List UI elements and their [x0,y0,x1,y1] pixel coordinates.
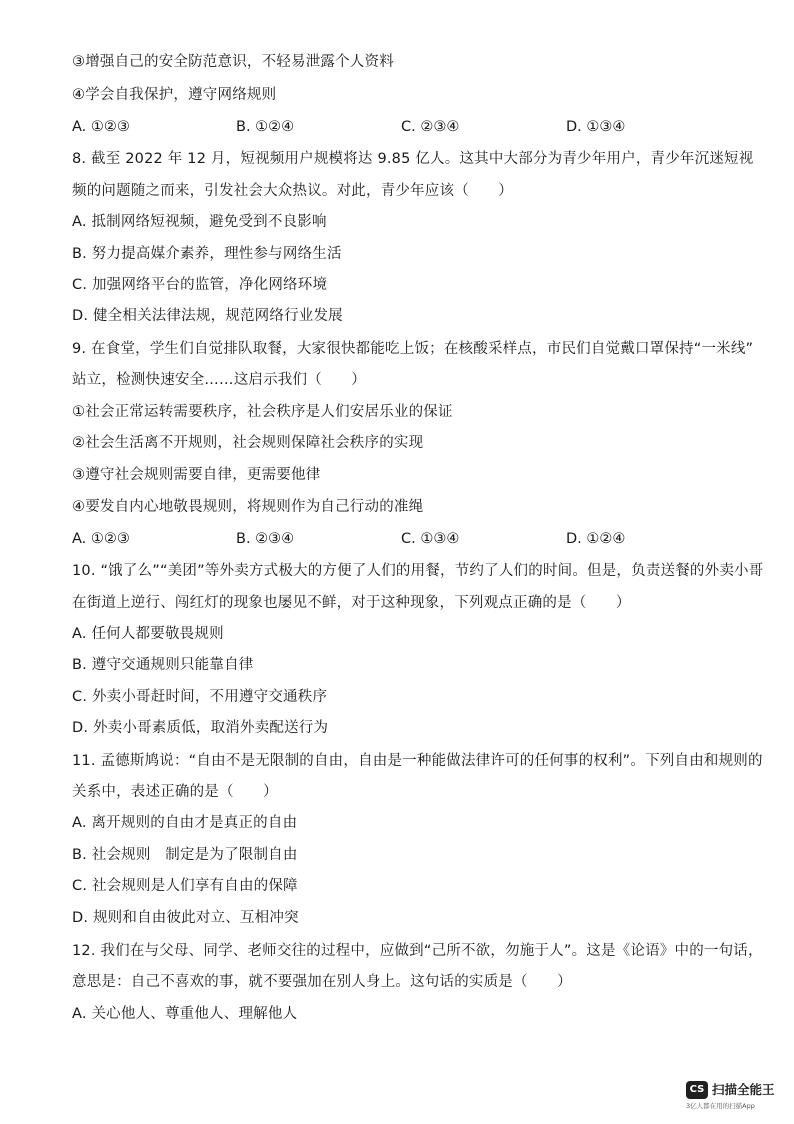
option-c: C. 社会规则是人们享有自由的保障 [72,878,298,894]
option-b: B. ②③④ [236,531,295,547]
text-line: 频的问题随之而来，引发社会大众热议。对此，青少年应该（ ） [72,183,513,199]
option-d: D. 规则和自由彼此对立、互相冲突 [72,910,299,926]
text-line: 关系中，表述正确的是（ ） [72,784,278,800]
option-a: A. ①②③ [72,531,130,547]
option-a: A. 离开规则的自由才是真正的自由 [72,815,298,831]
option-d: D. 外卖小哥素质低，取消外卖配送行为 [72,720,329,736]
option-d: D. ①③④ [566,119,626,135]
text-line: ②社会生活离不开规则，社会规则保障社会秩序的实现 [72,435,424,451]
scanner-watermark [686,1081,786,1117]
question-10: 10. “饿了么”“美团”等外卖方式极大的方便了人们的用餐，节约了人们的时间。但是，负责送餐的外卖小哥 [72,563,764,579]
option-d: D. 健全相关法律法规，规范网络行业发展 [72,308,343,324]
options-q9 [72,529,754,549]
text-line: ④要发自内心地敬畏规则，将规则作为自己行动的准绳 [72,499,424,515]
watermark-subtitle: 3亿人都在用的扫描App [686,1102,755,1110]
option-a: A. 关心他人、尊重他人、理解他人 [72,1006,298,1022]
text-line: 站立，检测快速安全……这启示我们（ ） [72,372,366,388]
option-c: C. 加强网络平台的监管，净化网络环境 [72,277,328,293]
option-b: B. 努力提高媒介素养，理性参与网络生活 [72,246,342,262]
camscanner-logo-icon: CS [686,1081,708,1099]
text-line: ③增强自己的安全防范意识，不轻易泄露个人资料 [72,54,394,70]
option-a: A. 任何人都要敬畏规则 [72,626,224,642]
option-c: C. 外卖小哥赶时间，不用遵守交通秩序 [72,689,328,705]
question-9: 9. 在食堂，学生们自觉排队取餐，大家很快都能吃上饭；在核酸采样点，市民们自觉戴口罩保持“一米线” [72,341,754,357]
option-b: B. 遵守交通规则只能靠自律 [72,657,254,673]
option-a: A. ①②③ [72,119,130,135]
text-line: ④学会自我保护，遵守网络规则 [72,87,277,103]
options-q7 [72,117,754,137]
question-12: 12. 我们在与父母、同学、老师交往的过程中，应做到“己所不欲，勿施于人”。这是《论语》中的一句话， [72,943,763,959]
option-b: B. 社会规则 制定是为了限制自由 [72,847,298,863]
option-d: D. ①②④ [566,531,626,547]
text-line: 意思是：自己不喜欢的事，就不要强加在别人身上。这句话的实质是（ ） [72,974,572,990]
option-c: C. ②③④ [401,119,460,135]
text-line: ①社会正常运转需要秩序，社会秩序是人们安居乐业的保证 [72,404,453,420]
text-line: 在街道上逆行、闯红灯的现象也屡见不鲜，对于这种现象，下列观点正确的是（ ） [72,595,631,611]
option-b: B. ①②④ [236,119,295,135]
question-11: 11. 孟德斯鸠说：“自由不是无限制的自由，自由是一种能做法律许可的任何事的权利”。下列自由和规则的 [72,753,763,769]
option-c: C. ①③④ [401,531,460,547]
watermark-title: 扫描全能王 [712,1082,775,1097]
text-line: ③遵守社会规则需要自律，更需要他律 [72,467,321,483]
question-8: 8. 截至 2022 年 12 月，短视频用户规模将达 9.85 亿人。这其中大部分为青少年用户，青少年沉迷短视 [72,151,754,167]
option-a: A. 抵制网络短视频，避免受到不良影响 [72,214,327,230]
